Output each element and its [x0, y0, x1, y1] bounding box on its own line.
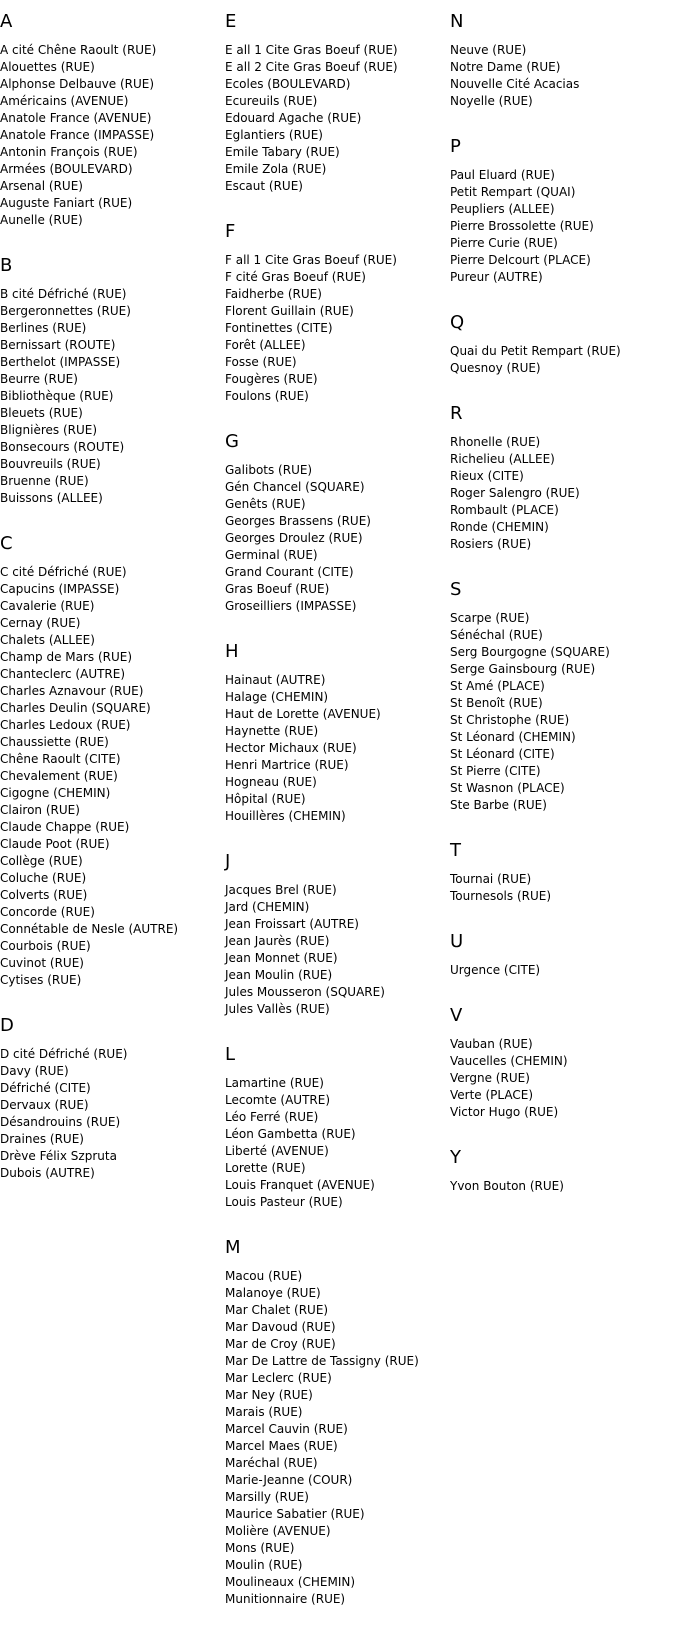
street-link[interactable]: Hainaut (AUTRE) [225, 673, 326, 687]
letter-section-p [450, 133, 675, 286]
street-link[interactable]: Halage (CHEMIN) [225, 690, 329, 704]
street-link[interactable]: Américains (AVENUE) [0, 94, 129, 108]
street-link[interactable]: Emile Tabary (RUE) [225, 145, 340, 159]
letter-heading: H [225, 641, 239, 662]
letter-heading: Q [450, 312, 465, 333]
street-link[interactable]: Champ de Mars (RUE) [0, 650, 133, 664]
street-link[interactable]: Arsenal (RUE) [0, 179, 83, 193]
street-link[interactable]: Draines (RUE) [0, 1132, 84, 1146]
street-link[interactable]: Anatole France (AVENUE) [0, 111, 152, 125]
letter-section-r [450, 400, 675, 553]
street-link[interactable]: Anatole France (IMPASSE) [0, 128, 155, 142]
street-link[interactable]: Mons (RUE) [225, 1541, 295, 1555]
letter-heading: D [0, 1015, 14, 1036]
street-link[interactable]: Quai du Petit Rempart (RUE) [450, 344, 621, 358]
street-link[interactable]: Mar De Lattre de Tassigny (RUE) [225, 1354, 419, 1368]
street-link[interactable]: Faidherbe (RUE) [225, 287, 322, 301]
street-link[interactable]: Louis Pasteur (RUE) [225, 1195, 343, 1209]
street-link[interactable]: Houillères (CHEMIN) [225, 809, 346, 823]
street-link[interactable]: Pierre Curie (RUE) [450, 236, 558, 250]
street-link[interactable]: Ste Barbe (RUE) [450, 798, 547, 812]
street-link[interactable]: E all 2 Cite Gras Boeuf (RUE) [225, 60, 398, 74]
street-link[interactable]: Chalets (ALLEE) [0, 633, 95, 647]
street-link[interactable]: Bouvreuils (RUE) [0, 457, 101, 471]
street-link[interactable]: Jules Mousseron (SQUARE) [225, 985, 385, 999]
street-link[interactable]: Noyelle (RUE) [450, 94, 533, 108]
street-link[interactable]: Cuvinot (RUE) [0, 956, 84, 970]
street-link[interactable]: St Benoît (RUE) [450, 696, 543, 710]
street-link[interactable]: Vergne (RUE) [450, 1071, 530, 1085]
letter-heading: A [0, 11, 13, 32]
street-link[interactable]: Pierre Delcourt (PLACE) [450, 253, 591, 267]
street-link[interactable]: Molière (AVENUE) [225, 1524, 331, 1538]
street-link[interactable]: Buissons (ALLEE) [0, 491, 103, 505]
street-link[interactable]: Cernay (RUE) [0, 616, 81, 630]
letter-heading: E [225, 11, 237, 32]
street-link[interactable]: Coluche (RUE) [0, 871, 87, 885]
street-link[interactable]: Serge Gainsbourg (RUE) [450, 662, 596, 676]
street-link[interactable]: Georges Brassens (RUE) [225, 514, 371, 528]
street-link[interactable]: Armées (BOULEVARD) [0, 162, 133, 176]
letter-heading: J [225, 851, 231, 872]
street-link[interactable]: Bergeronnettes (RUE) [0, 304, 131, 318]
street-link[interactable]: Georges Droulez (RUE) [225, 531, 363, 545]
street-link[interactable]: Beurre (RUE) [0, 372, 78, 386]
street-link[interactable]: Edouard Agache (RUE) [225, 111, 362, 125]
street-link[interactable]: Jean Jaurès (RUE) [225, 934, 330, 948]
letter-heading: P [450, 136, 461, 157]
letter-section-n [450, 8, 675, 110]
letter-heading: F [225, 221, 236, 242]
street-link[interactable]: Henri Martrice (RUE) [225, 758, 349, 772]
street-link[interactable]: B cité Défriché (RUE) [0, 287, 127, 301]
street-link[interactable]: Aunelle (RUE) [0, 213, 83, 227]
letter-section-v [450, 1002, 675, 1121]
letter-heading: G [225, 431, 239, 452]
street-link[interactable]: Gén Chancel (SQUARE) [225, 480, 365, 494]
street-link[interactable]: Capucins (IMPASSE) [0, 582, 120, 596]
street-link[interactable]: Gras Boeuf (RUE) [225, 582, 330, 596]
letter-heading: L [225, 1044, 236, 1065]
street-link[interactable]: Cavalerie (RUE) [0, 599, 95, 613]
street-link[interactable]: Alphonse Delbauve (RUE) [0, 77, 155, 91]
street-link[interactable]: Ecureuils (RUE) [225, 94, 318, 108]
street-link[interactable]: Hogneau (RUE) [225, 775, 317, 789]
letter-section-d [0, 1012, 210, 1182]
street-link[interactable]: D cité Défriché (RUE) [0, 1047, 128, 1061]
street-link[interactable]: Mar de Croy (RUE) [225, 1337, 336, 1351]
street-link[interactable]: Auguste Faniart (RUE) [0, 196, 133, 210]
street-link[interactable]: Pureur (AUTRE) [450, 270, 543, 284]
street-link[interactable]: Léo Ferré (RUE) [225, 1110, 319, 1124]
letter-heading: R [450, 403, 463, 424]
street-link[interactable]: Haynette (RUE) [225, 724, 319, 738]
street-link[interactable]: Blignières (RUE) [0, 423, 98, 437]
street-link[interactable]: Défriché (CITE) [0, 1081, 91, 1095]
street-link[interactable]: Roger Salengro (RUE) [450, 486, 580, 500]
street-link[interactable]: Haut de Lorette (AVENUE) [225, 707, 381, 721]
street-link[interactable]: Claude Poot (RUE) [0, 837, 110, 851]
street-link[interactable]: Marais (RUE) [225, 1405, 303, 1419]
street-link[interactable]: Berlines (RUE) [0, 321, 87, 335]
street-link[interactable]: C cité Défriché (RUE) [0, 565, 127, 579]
street-link[interactable]: Rosiers (RUE) [450, 537, 532, 551]
street-link[interactable]: Concorde (RUE) [0, 905, 95, 919]
street-link[interactable]: Clairon (RUE) [0, 803, 80, 817]
letter-heading: C [0, 533, 13, 554]
street-link[interactable]: Antonin François (RUE) [0, 145, 138, 159]
street-link[interactable]: Scarpe (RUE) [450, 611, 530, 625]
street-link[interactable]: Rhonelle (RUE) [450, 435, 541, 449]
street-link[interactable]: Emile Zola (RUE) [225, 162, 327, 176]
street-link[interactable]: Chevalement (RUE) [0, 769, 118, 783]
street-link[interactable]: Dubois (AUTRE) [0, 1166, 95, 1180]
street-link[interactable]: Marcel Maes (RUE) [225, 1439, 338, 1453]
street-link[interactable]: Fontinettes (CITE) [225, 321, 333, 335]
street-link[interactable]: Maurice Sabatier (RUE) [225, 1507, 365, 1521]
street-link[interactable]: Claude Chappe (RUE) [0, 820, 130, 834]
street-link[interactable]: Charles Deulin (SQUARE) [0, 701, 151, 715]
letter-section-s [450, 576, 675, 814]
street-link[interactable]: Fougères (RUE) [225, 372, 318, 386]
street-link[interactable]: Sénéchal (RUE) [450, 628, 543, 642]
street-link[interactable]: Lamartine (RUE) [225, 1076, 324, 1090]
street-link[interactable]: Genêts (RUE) [225, 497, 306, 511]
letter-section-g [225, 428, 445, 615]
street-link[interactable]: Petit Rempart (QUAI) [450, 185, 576, 199]
street-link[interactable]: Tournesols (RUE) [450, 889, 552, 903]
street-link[interactable]: St Wasnon (PLACE) [450, 781, 565, 795]
street-link[interactable]: Lorette (RUE) [225, 1161, 306, 1175]
letter-section-y [450, 1144, 675, 1195]
street-link[interactable]: Grand Courant (CITE) [225, 565, 354, 579]
street-link[interactable]: Vaucelles (CHEMIN) [450, 1054, 568, 1068]
street-link[interactable]: Jard (CHEMIN) [225, 900, 310, 914]
street-link[interactable]: Rombault (PLACE) [450, 503, 559, 517]
letter-heading: U [450, 931, 464, 952]
index-column-3 [450, 8, 675, 1218]
street-link[interactable]: Marcel Cauvin (RUE) [225, 1422, 348, 1436]
letter-section-q [450, 309, 675, 377]
letter-section-m [225, 1234, 445, 1608]
street-link[interactable]: Malanoye (RUE) [225, 1286, 321, 1300]
street-link[interactable]: Bruenne (RUE) [0, 474, 89, 488]
street-link[interactable]: Bleuets (RUE) [0, 406, 83, 420]
letter-section-h [225, 638, 445, 825]
street-link[interactable]: Liberté (AVENUE) [225, 1144, 329, 1158]
letter-section-b [0, 252, 210, 507]
street-link[interactable]: Foulons (RUE) [225, 389, 309, 403]
street-link[interactable]: Marsilly (RUE) [225, 1490, 309, 1504]
street-link[interactable]: Jules Vallès (RUE) [225, 1002, 330, 1016]
street-link[interactable]: Jean Moulin (RUE) [225, 968, 333, 982]
street-link[interactable]: Chêne Raoult (CITE) [0, 752, 121, 766]
street-link[interactable]: Chanteclerc (AUTRE) [0, 667, 126, 681]
street-link[interactable]: Neuve (RUE) [450, 43, 527, 57]
letter-section-j [225, 848, 445, 1018]
street-link[interactable]: Galibots (RUE) [225, 463, 313, 477]
street-link[interactable]: Yvon Bouton (RUE) [450, 1179, 564, 1193]
letter-heading: T [450, 840, 461, 861]
street-link[interactable]: Victor Hugo (RUE) [450, 1105, 559, 1119]
street-link[interactable]: Dervaux (RUE) [0, 1098, 89, 1112]
street-link[interactable]: Urgence (CITE) [450, 963, 541, 977]
street-link[interactable]: Bibliothèque (RUE) [0, 389, 114, 403]
street-link[interactable]: Fosse (RUE) [225, 355, 297, 369]
street-link[interactable]: Vauban (RUE) [450, 1037, 533, 1051]
street-link[interactable]: Moulineaux (CHEMIN) [225, 1575, 356, 1589]
street-link[interactable]: Chaussiette (RUE) [0, 735, 109, 749]
letter-section-c [0, 530, 210, 989]
street-link[interactable]: F cité Gras Boeuf (RUE) [225, 270, 366, 284]
street-link[interactable]: Notre Dame (RUE) [450, 60, 561, 74]
street-link[interactable]: St Pierre (CITE) [450, 764, 541, 778]
street-link[interactable]: Jean Monnet (RUE) [225, 951, 338, 965]
street-link[interactable]: Colverts (RUE) [0, 888, 88, 902]
street-link[interactable]: Hector Michaux (RUE) [225, 741, 357, 755]
letter-section-l [225, 1041, 445, 1211]
street-link[interactable]: Ecoles (BOULEVARD) [225, 77, 351, 91]
letter-heading: M [225, 1237, 241, 1258]
street-link[interactable]: Léon Gambetta (RUE) [225, 1127, 356, 1141]
street-link[interactable]: St Léonard (CHEMIN) [450, 730, 576, 744]
letter-section-a [0, 8, 210, 229]
street-link[interactable]: Louis Franquet (AVENUE) [225, 1178, 375, 1192]
street-link[interactable]: Rieux (CITE) [450, 469, 524, 483]
street-link[interactable]: E all 1 Cite Gras Boeuf (RUE) [225, 43, 398, 57]
letter-section-e [225, 8, 445, 195]
street-link[interactable]: Paul Eluard (RUE) [450, 168, 555, 182]
street-link[interactable]: St Léonard (CITE) [450, 747, 555, 761]
street-link[interactable]: Nouvelle Cité Acacias [450, 77, 580, 91]
street-link[interactable]: Courbois (RUE) [0, 939, 91, 953]
street-link[interactable]: Jacques Brel (RUE) [225, 883, 337, 897]
street-link[interactable]: Germinal (RUE) [225, 548, 318, 562]
street-link[interactable]: Quesnoy (RUE) [450, 361, 541, 375]
street-link[interactable]: Maréchal (RUE) [225, 1456, 318, 1470]
street-link[interactable]: Cigogne (CHEMIN) [0, 786, 111, 800]
street-link[interactable]: Drève Félix Szpruta [0, 1149, 117, 1163]
street-link[interactable]: Pierre Brossolette (RUE) [450, 219, 594, 233]
street-link[interactable]: Macou (RUE) [225, 1269, 303, 1283]
street-link[interactable]: Jean Froissart (AUTRE) [225, 917, 359, 931]
street-link[interactable]: Connétable de Nesle (AUTRE) [0, 922, 179, 936]
street-link[interactable]: Mar Chalet (RUE) [225, 1303, 329, 1317]
street-link[interactable]: Escaut (RUE) [225, 179, 303, 193]
street-link[interactable]: Serg Bourgogne (SQUARE) [450, 645, 610, 659]
letter-heading: Y [450, 1147, 461, 1168]
letter-heading: B [0, 255, 13, 276]
letter-heading: V [450, 1005, 463, 1026]
street-link[interactable]: Davy (RUE) [0, 1064, 69, 1078]
street-link[interactable]: Moulin (RUE) [225, 1558, 303, 1572]
street-link[interactable]: Forêt (ALLEE) [225, 338, 306, 352]
street-link[interactable]: F all 1 Cite Gras Boeuf (RUE) [225, 253, 397, 267]
street-link[interactable]: Charles Aznavour (RUE) [0, 684, 144, 698]
street-link[interactable]: Lecomte (AUTRE) [225, 1093, 330, 1107]
letter-section-t [450, 837, 675, 905]
street-link[interactable]: Hôpital (RUE) [225, 792, 306, 806]
street-link[interactable]: Mar Leclerc (RUE) [225, 1371, 332, 1385]
street-link[interactable]: Désandrouins (RUE) [0, 1115, 121, 1129]
street-link[interactable]: Richelieu (ALLEE) [450, 452, 555, 466]
street-link[interactable]: Peupliers (ALLEE) [450, 202, 555, 216]
street-link[interactable]: Munitionnaire (RUE) [225, 1592, 346, 1606]
street-link[interactable]: Alouettes (RUE) [0, 60, 95, 74]
street-link[interactable]: Charles Ledoux (RUE) [0, 718, 131, 732]
street-link[interactable]: A cité Chêne Raoult (RUE) [0, 43, 157, 57]
letter-heading: S [450, 579, 462, 600]
street-link[interactable]: Bernissart (ROUTE) [0, 338, 116, 352]
street-link[interactable]: Eglantiers (RUE) [225, 128, 323, 142]
street-link[interactable]: Mar Ney (RUE) [225, 1388, 313, 1402]
letter-section-u [450, 928, 675, 979]
street-link[interactable]: Tournai (RUE) [450, 872, 532, 886]
street-link[interactable]: Marie-Jeanne (COUR) [225, 1473, 353, 1487]
index-column-1 [0, 8, 210, 1205]
street-link[interactable]: St Amé (PLACE) [450, 679, 545, 693]
street-link[interactable]: Mar Davoud (RUE) [225, 1320, 336, 1334]
street-link[interactable]: Collège (RUE) [0, 854, 83, 868]
street-link[interactable]: Verte (PLACE) [450, 1088, 534, 1102]
street-link[interactable]: St Christophe (RUE) [450, 713, 570, 727]
street-link[interactable]: Berthelot (IMPASSE) [0, 355, 121, 369]
letter-section-f [225, 218, 445, 405]
street-link[interactable]: Bonsecours (ROUTE) [0, 440, 125, 454]
street-link[interactable]: Florent Guillain (RUE) [225, 304, 354, 318]
street-link[interactable]: Groseilliers (IMPASSE) [225, 599, 357, 613]
index-column-2 [225, 8, 445, 1631]
letter-heading: N [450, 11, 464, 32]
street-link[interactable]: Cytises (RUE) [0, 973, 82, 987]
street-link[interactable]: Ronde (CHEMIN) [450, 520, 549, 534]
